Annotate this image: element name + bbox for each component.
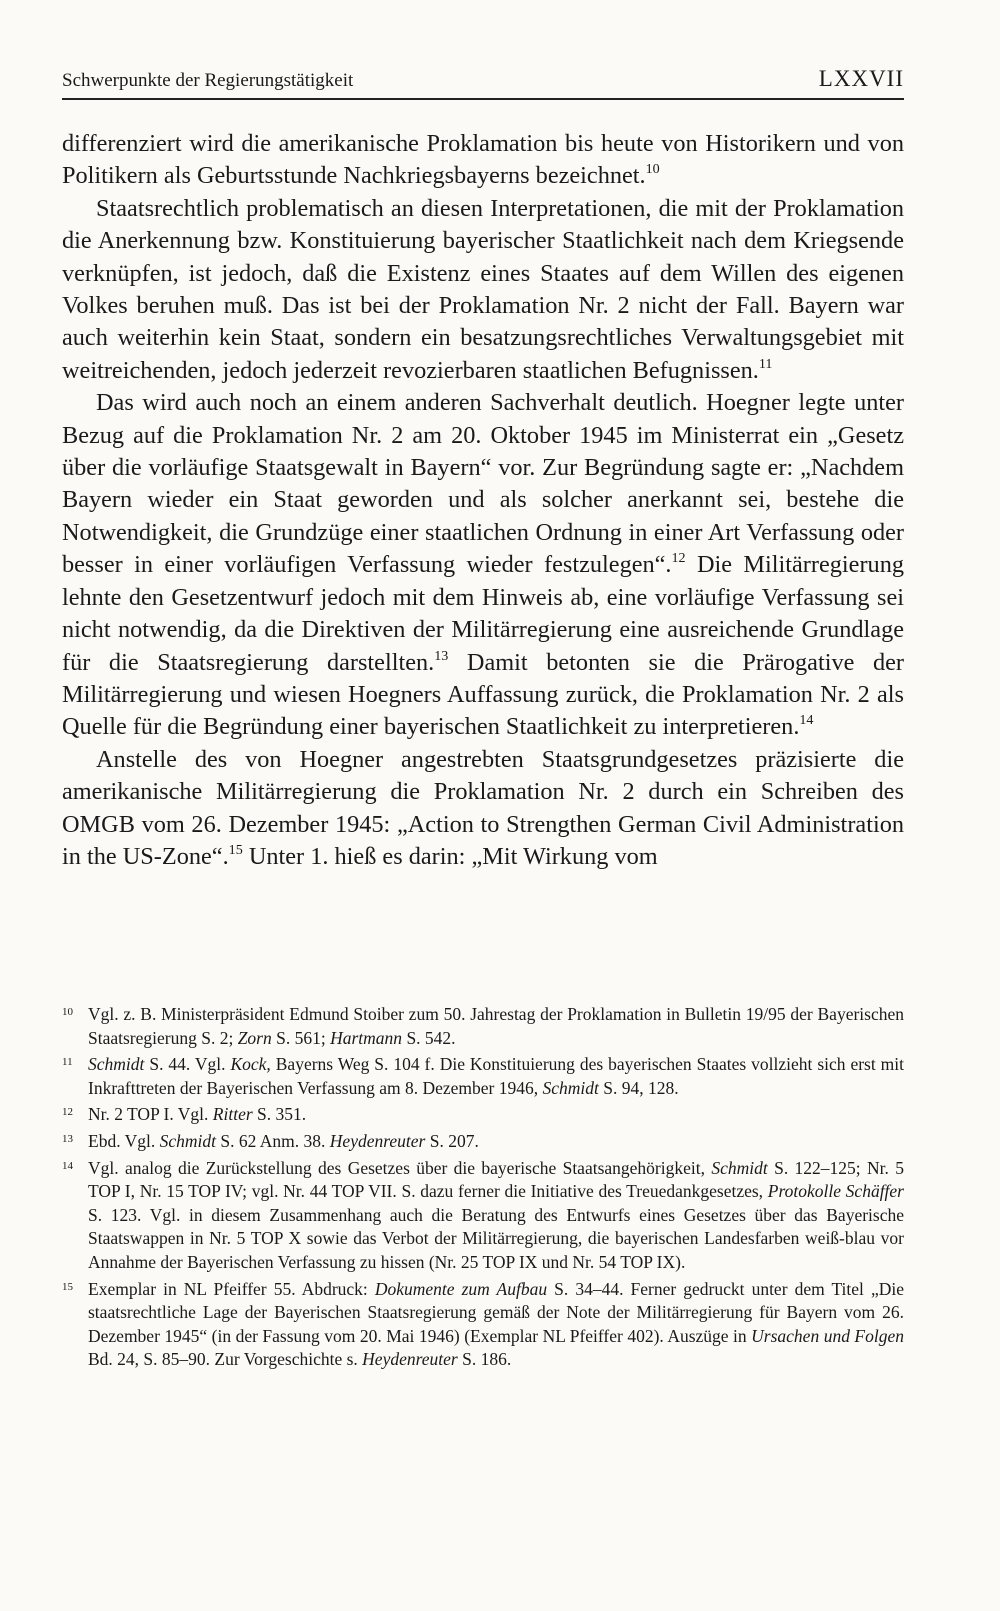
text-run: S. 351. <box>252 1104 307 1125</box>
author-name: Heydenreuter <box>362 1349 458 1370</box>
footnote-14 <box>62 1157 904 1275</box>
footnote-ref-12: 12 <box>671 550 686 567</box>
footnote-11 <box>62 1053 904 1100</box>
footnote-ref-13: 13 <box>434 647 449 664</box>
author-name: Kock, <box>230 1054 271 1075</box>
text-run: Bayerns Weg S. 104 f. Die Konstituierung des bayerischen Staates vollzieht sich erst mit Inkrafttreten der Bayerischen Verfassung am 8. Dezember 1946, <box>88 1054 904 1098</box>
text-run: Vgl. analog die Zurückstellung des Gesetzes über die bayerische Staatsangehörigkeit, <box>88 1157 712 1178</box>
footnote-text <box>88 1157 904 1275</box>
text-run: S. 123. Vgl. in diesem Zusammenhang auch die Beratung des Entwurfs eines Gesetzes über das Bayerische Staatswappen in Nr. 5 TOP X sowie das Verbot der Militärregierung, die bayerischen Landesfarben weiß-blau vor Annahme der Bayerischen Verfassung zu hissen (Nr. 25 TOP IX und Nr. 54 TOP IX). <box>88 1204 904 1272</box>
footnote-text <box>88 1103 904 1127</box>
text-run: Ebd. Vgl. <box>88 1130 160 1151</box>
footnote-number: 12 <box>62 1106 73 1119</box>
footnote-number: 14 <box>62 1159 73 1172</box>
paragraph-text: Die Militärregierung lehnte den Gesetzentwurf jedoch mit dem Hinweis ab, eine vorläufige Verfassung sei nicht notwendig, da die Direktiven der Militärregierung eine ausreichende Grundlage für die Staatsregierung darstellten. <box>62 551 904 676</box>
text-run: Exemplar in NL Pfeiffer 55. Abdruck: <box>88 1278 375 1299</box>
footnote-15 <box>62 1278 904 1372</box>
footnote-ref-10: 10 <box>645 161 660 178</box>
paragraph-text: Unter 1. hieß es darin: „Mit Wirkung vom <box>242 842 658 870</box>
paragraph-text: Anstelle des von Hoegner angestrebten Staatsgrundgesetzes präzisierte die amerikanische Militärregierung die Proklamation Nr. 2 durch ein Schreiben des OMGB vom 26. Dezember 1945: „Action to Strengthen German Civil Administration in the US-Zone“. <box>62 745 904 870</box>
footnote-text <box>88 1053 904 1100</box>
paragraph-text: Das wird auch noch an einem anderen Sachverhalt deutlich. Hoegner legte unter Bezug auf die Proklamation Nr. 2 am 20. Oktober 1945 im Ministerrat ein „Gesetz über die vorläufige Staatsgewalt in Bayern“ vor. Zur Begründung sagte er: „Nachdem Bayern wieder ein Staat geworden und als solcher anerkannt sei, bestehe die Notwendigkeit, die Grundzüge einer staatlichen Ordnung in einer Art Verfassung oder besser in einer vorläufigen Verfassung wieder festzulegen“. <box>62 389 904 579</box>
author-name: Zorn <box>237 1027 272 1048</box>
paragraph-4 <box>62 744 904 874</box>
paragraph-text: Staatsrechtlich problematisch an diesen Interpretationen, die mit der Proklamation die Anerkennung bzw. Konstituierung bayerischer Staatlichkeit nach dem Kriegsende verknüpfen, ist jedoch, daß die Existenz eines Staates auf dem Willen des eigenen Volkes beruhen muß. Das ist bei der Proklamation Nr. 2 nicht der Fall. Bayern war auch weiterhin kein Staat, sondern ein besatzungsrechtliches Verwaltungsgebiet mit weitreichenden, jedoch jederzeit revozierbaren staatlichen Befugnissen. <box>62 194 904 384</box>
source-title: Protokolle Schäffer <box>767 1181 904 1202</box>
footnote-number: 10 <box>62 1006 73 1018</box>
text-run: S. 94, 128. <box>598 1077 679 1098</box>
author-name: Schmidt <box>542 1077 599 1098</box>
footnotes <box>62 1003 904 1375</box>
author-name: Ritter <box>212 1104 253 1125</box>
text-run: S. 542. <box>402 1027 456 1048</box>
paragraph-3 <box>62 387 904 743</box>
paragraph-text: Damit betonten sie die Prärogative der Militärregierung und wiesen Hoegners Auffassung zurück, die Proklamation Nr. 2 als Quelle für die Begründung einer bayerischen Staatlichkeit zu interpretieren. <box>62 648 905 741</box>
text-run: S. 186. <box>457 1349 512 1370</box>
text-run: S. 62 Anm. 38. <box>216 1130 330 1151</box>
footnote-number: 11 <box>62 1056 73 1069</box>
paragraph-1 <box>62 128 904 193</box>
text-run: S. 34–44. Ferner gedruckt unter dem Titel „Die staatsrechtliche Lage der Bayerischen Staatsregierung gemäß der Note der Militärregierung für Bayern vom 26. Dezember 1945“ (in der Fassung vom 20. Mai 1946) (Exemplar NL Pfeiffer 402). Auszüge in <box>88 1278 904 1346</box>
footnote-text <box>88 1130 904 1154</box>
text-run: S. 44. Vgl. <box>144 1054 231 1075</box>
text-run: Bd. 24, S. 85–90. Zur Vorgeschichte s. <box>88 1349 363 1370</box>
footnote-10 <box>62 1003 904 1050</box>
text-run: S. 207. <box>425 1130 479 1151</box>
source-title: Ursachen und Folgen <box>751 1325 904 1346</box>
text-run: Vgl. z. B. Ministerpräsident Edmund Stoiber zum 50. Jahrestag der Proklamation in Bulletin 19/95 der Bayerischen Staatsregierung S. 2; <box>88 1004 904 1048</box>
footnote-text <box>88 1278 904 1372</box>
text-run: Nr. 2 TOP I. Vgl. <box>88 1104 213 1125</box>
footnote-ref-11: 11 <box>758 355 773 372</box>
footnote-13 <box>62 1130 904 1154</box>
text-run: S. 122–125; Nr. 5 TOP I, Nr. 15 TOP IV; vgl. Nr. 44 TOP VII. S. dazu ferner die Initiative des Treuedankgesetzes, <box>88 1157 904 1202</box>
footnote-12 <box>62 1103 904 1127</box>
footnote-text <box>88 1003 904 1050</box>
author-name: Schmidt <box>159 1130 217 1151</box>
author-name: Hartmann <box>330 1027 403 1048</box>
main-text <box>62 128 904 873</box>
footnote-ref-15: 15 <box>228 842 243 859</box>
running-header <box>62 66 904 92</box>
footnote-ref-14: 14 <box>799 712 814 729</box>
footnote-number: 15 <box>62 1280 73 1293</box>
text-run: S. 561; <box>271 1027 331 1048</box>
paragraph-text: differenziert wird die amerikanische Proklamation bis heute von Historikern und von Politikern als Geburtsstunde Nachkriegsbayerns bezeichnet. <box>62 130 904 190</box>
source-title: Dokumente zum Aufbau <box>374 1278 548 1299</box>
author-name: Schmidt <box>88 1054 145 1075</box>
footnote-number: 13 <box>62 1132 73 1145</box>
running-title: Schwerpunkte der Regierungstätigkeit <box>62 70 354 91</box>
author-name: Schmidt <box>711 1157 768 1178</box>
author-name: Heydenreuter <box>329 1130 426 1151</box>
paragraph-2 <box>62 193 904 387</box>
header-rule <box>62 98 904 100</box>
page-number: LXXVII <box>818 66 904 91</box>
